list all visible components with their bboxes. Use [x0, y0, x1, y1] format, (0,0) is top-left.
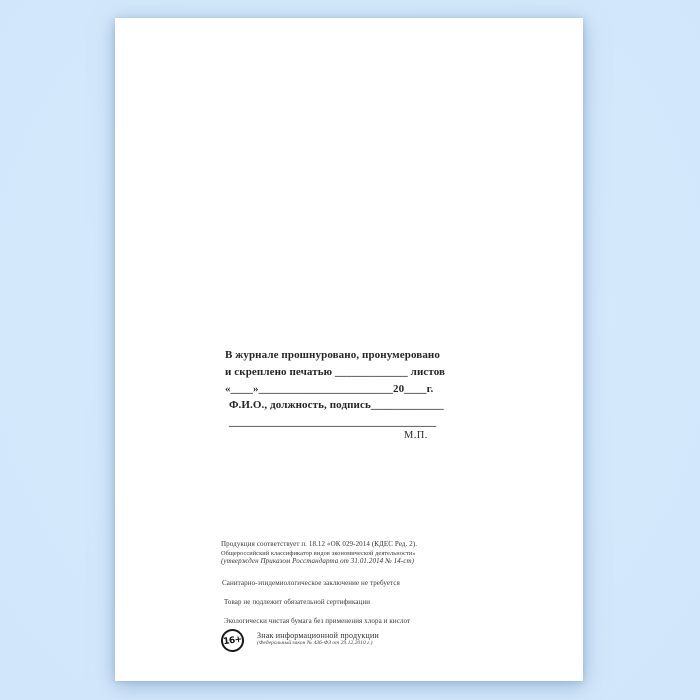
product-standard-line-3: (утвержден Приказом Росстандарта от 31.01.2014 № 14-ст) — [221, 557, 415, 565]
product-standard-line-1: Продукция соответствует п. 18.12 «ОК 029-2014 (КДЕС Ред. 2). — [221, 540, 418, 548]
product-standard-line-2: Общероссийский классификатор видов экономической деятельности» — [221, 550, 416, 557]
sanitary-notice: Санитарно-эпидемиологическое заключение не требуется — [222, 579, 400, 587]
info-sign-law: (Федеральный закон № 436-ФЗ от 29.12.2010 г.) — [257, 640, 373, 646]
binding-record-line-5: _____________________________________ — [229, 416, 437, 429]
stamp-place-label: М.П. — [404, 430, 428, 441]
binding-record-line-2: и скреплено печатью _____________ листов — [225, 365, 446, 378]
certification-notice: Товар не подлежит обязательной сертификации — [224, 598, 371, 606]
binding-record-line-3: «____»________________________20____г. — [225, 382, 434, 395]
binding-record-line-4: Ф.И.О., должность, подпись_____________ — [229, 399, 444, 412]
ecology-notice: Экологически чистая бумага без применения хлора и кислот — [224, 617, 411, 625]
info-sign-title: Знак информационной продукции — [257, 631, 379, 640]
age-rating-row — [221, 629, 379, 652]
info-sign-text — [257, 629, 379, 647]
binding-record-line-1: В журнале прошнуровано, пронумеровано — [225, 349, 440, 361]
journal-back-page — [115, 18, 583, 681]
binding-record-block — [225, 347, 446, 431]
age-rating-16plus-icon: 16+ — [220, 628, 246, 654]
